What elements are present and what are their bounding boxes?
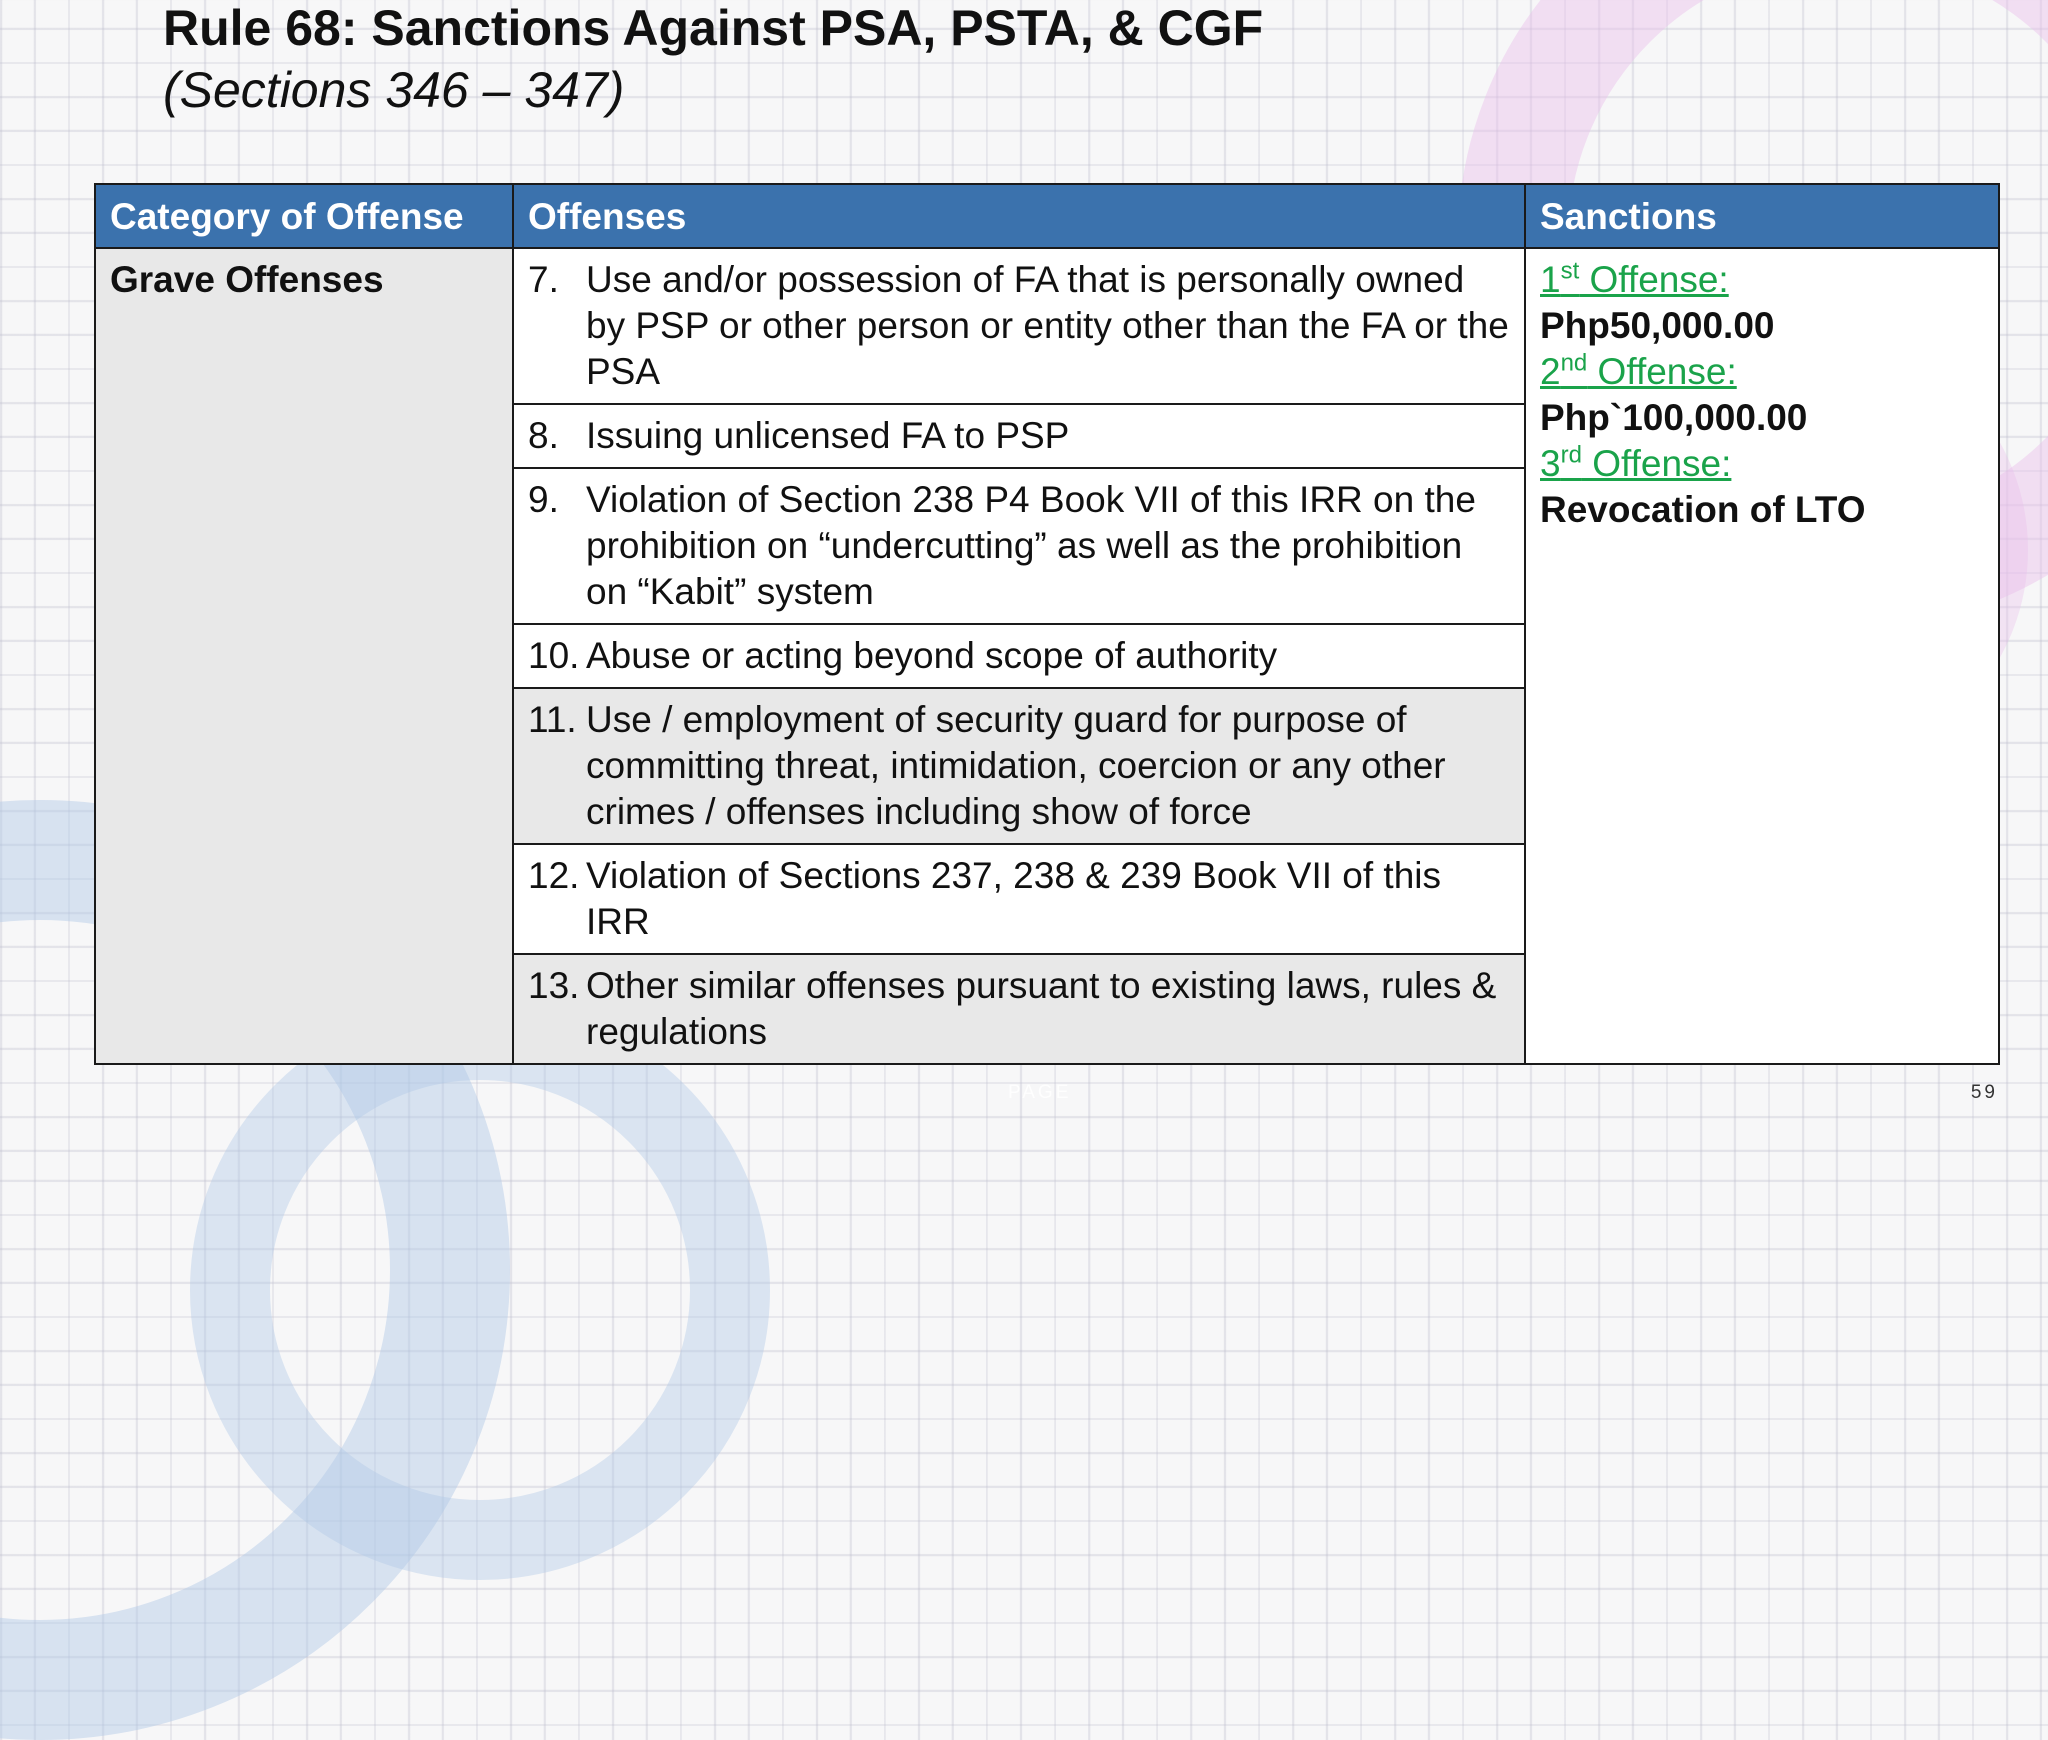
sanction-value-3: Revocation of LTO bbox=[1540, 489, 1866, 530]
sanction-label-3: 3rd Offense: bbox=[1540, 441, 1732, 484]
offense-cell bbox=[513, 404, 1525, 468]
offense-cell bbox=[513, 248, 1525, 404]
offense-number: 10. bbox=[528, 635, 580, 676]
offense-text: Other similar offenses pursuant to existing laws, rules & regulations bbox=[586, 965, 1497, 1052]
table-header-row bbox=[95, 184, 1999, 248]
header-offenses: Offenses bbox=[513, 184, 1525, 248]
offense-number: 8. bbox=[528, 415, 559, 456]
slide-title: Rule 68: Sanctions Against PSA, PSTA, & CGF bbox=[163, 0, 1264, 56]
offense-text: Abuse or acting beyond scope of authority bbox=[586, 635, 1278, 676]
sanction-value-1: Php50,000.00 bbox=[1540, 305, 1775, 346]
category-cell: Grave Offenses bbox=[95, 248, 513, 1064]
sanctions-table bbox=[94, 183, 2000, 1065]
offense-cell bbox=[513, 624, 1525, 688]
offense-number: 12. bbox=[528, 855, 580, 896]
offense-number: 11. bbox=[528, 699, 577, 740]
offense-text: Issuing unlicensed FA to PSP bbox=[586, 415, 1070, 456]
offense-cell bbox=[513, 688, 1525, 844]
header-sanctions: Sanctions bbox=[1525, 184, 1999, 248]
page-label: PAGE bbox=[1008, 1082, 1072, 1103]
slide-subtitle: (Sections 346 – 347) bbox=[163, 62, 625, 118]
decorative-circle-blue-small bbox=[190, 1000, 770, 1580]
offense-number: 13. bbox=[528, 965, 580, 1006]
header-category: Category of Offense bbox=[95, 184, 513, 248]
offense-text: Violation of Sections 237, 238 & 239 Book VII of this IRR bbox=[586, 855, 1441, 942]
sanctions-cell bbox=[1525, 248, 1999, 1064]
offense-text: Use and/or possession of FA that is personally owned by PSP or other person or entity other than the FA or the PSA bbox=[586, 259, 1509, 392]
offense-number: 9. bbox=[528, 479, 559, 520]
page-number: 59 bbox=[1970, 1082, 1998, 1103]
sanction-value-2: Php`100,000.00 bbox=[1540, 397, 1808, 438]
offense-cell bbox=[513, 468, 1525, 624]
offense-number: 7. bbox=[528, 259, 559, 300]
table-row bbox=[95, 248, 1999, 404]
sanction-label-1: 1st Offense: bbox=[1540, 257, 1729, 300]
offense-cell bbox=[513, 844, 1525, 954]
offense-cell bbox=[513, 954, 1525, 1064]
offense-text: Use / employment of security guard for purpose of committing threat, intimidation, coercion or any other crimes / offenses including show of force bbox=[586, 699, 1446, 832]
offense-text: Violation of Section 238 P4 Book VII of this IRR on the prohibition on “undercutting” as well as the prohibition on “Kabit” system bbox=[586, 479, 1476, 612]
sanction-label-2: 2nd Offense: bbox=[1540, 349, 1737, 392]
